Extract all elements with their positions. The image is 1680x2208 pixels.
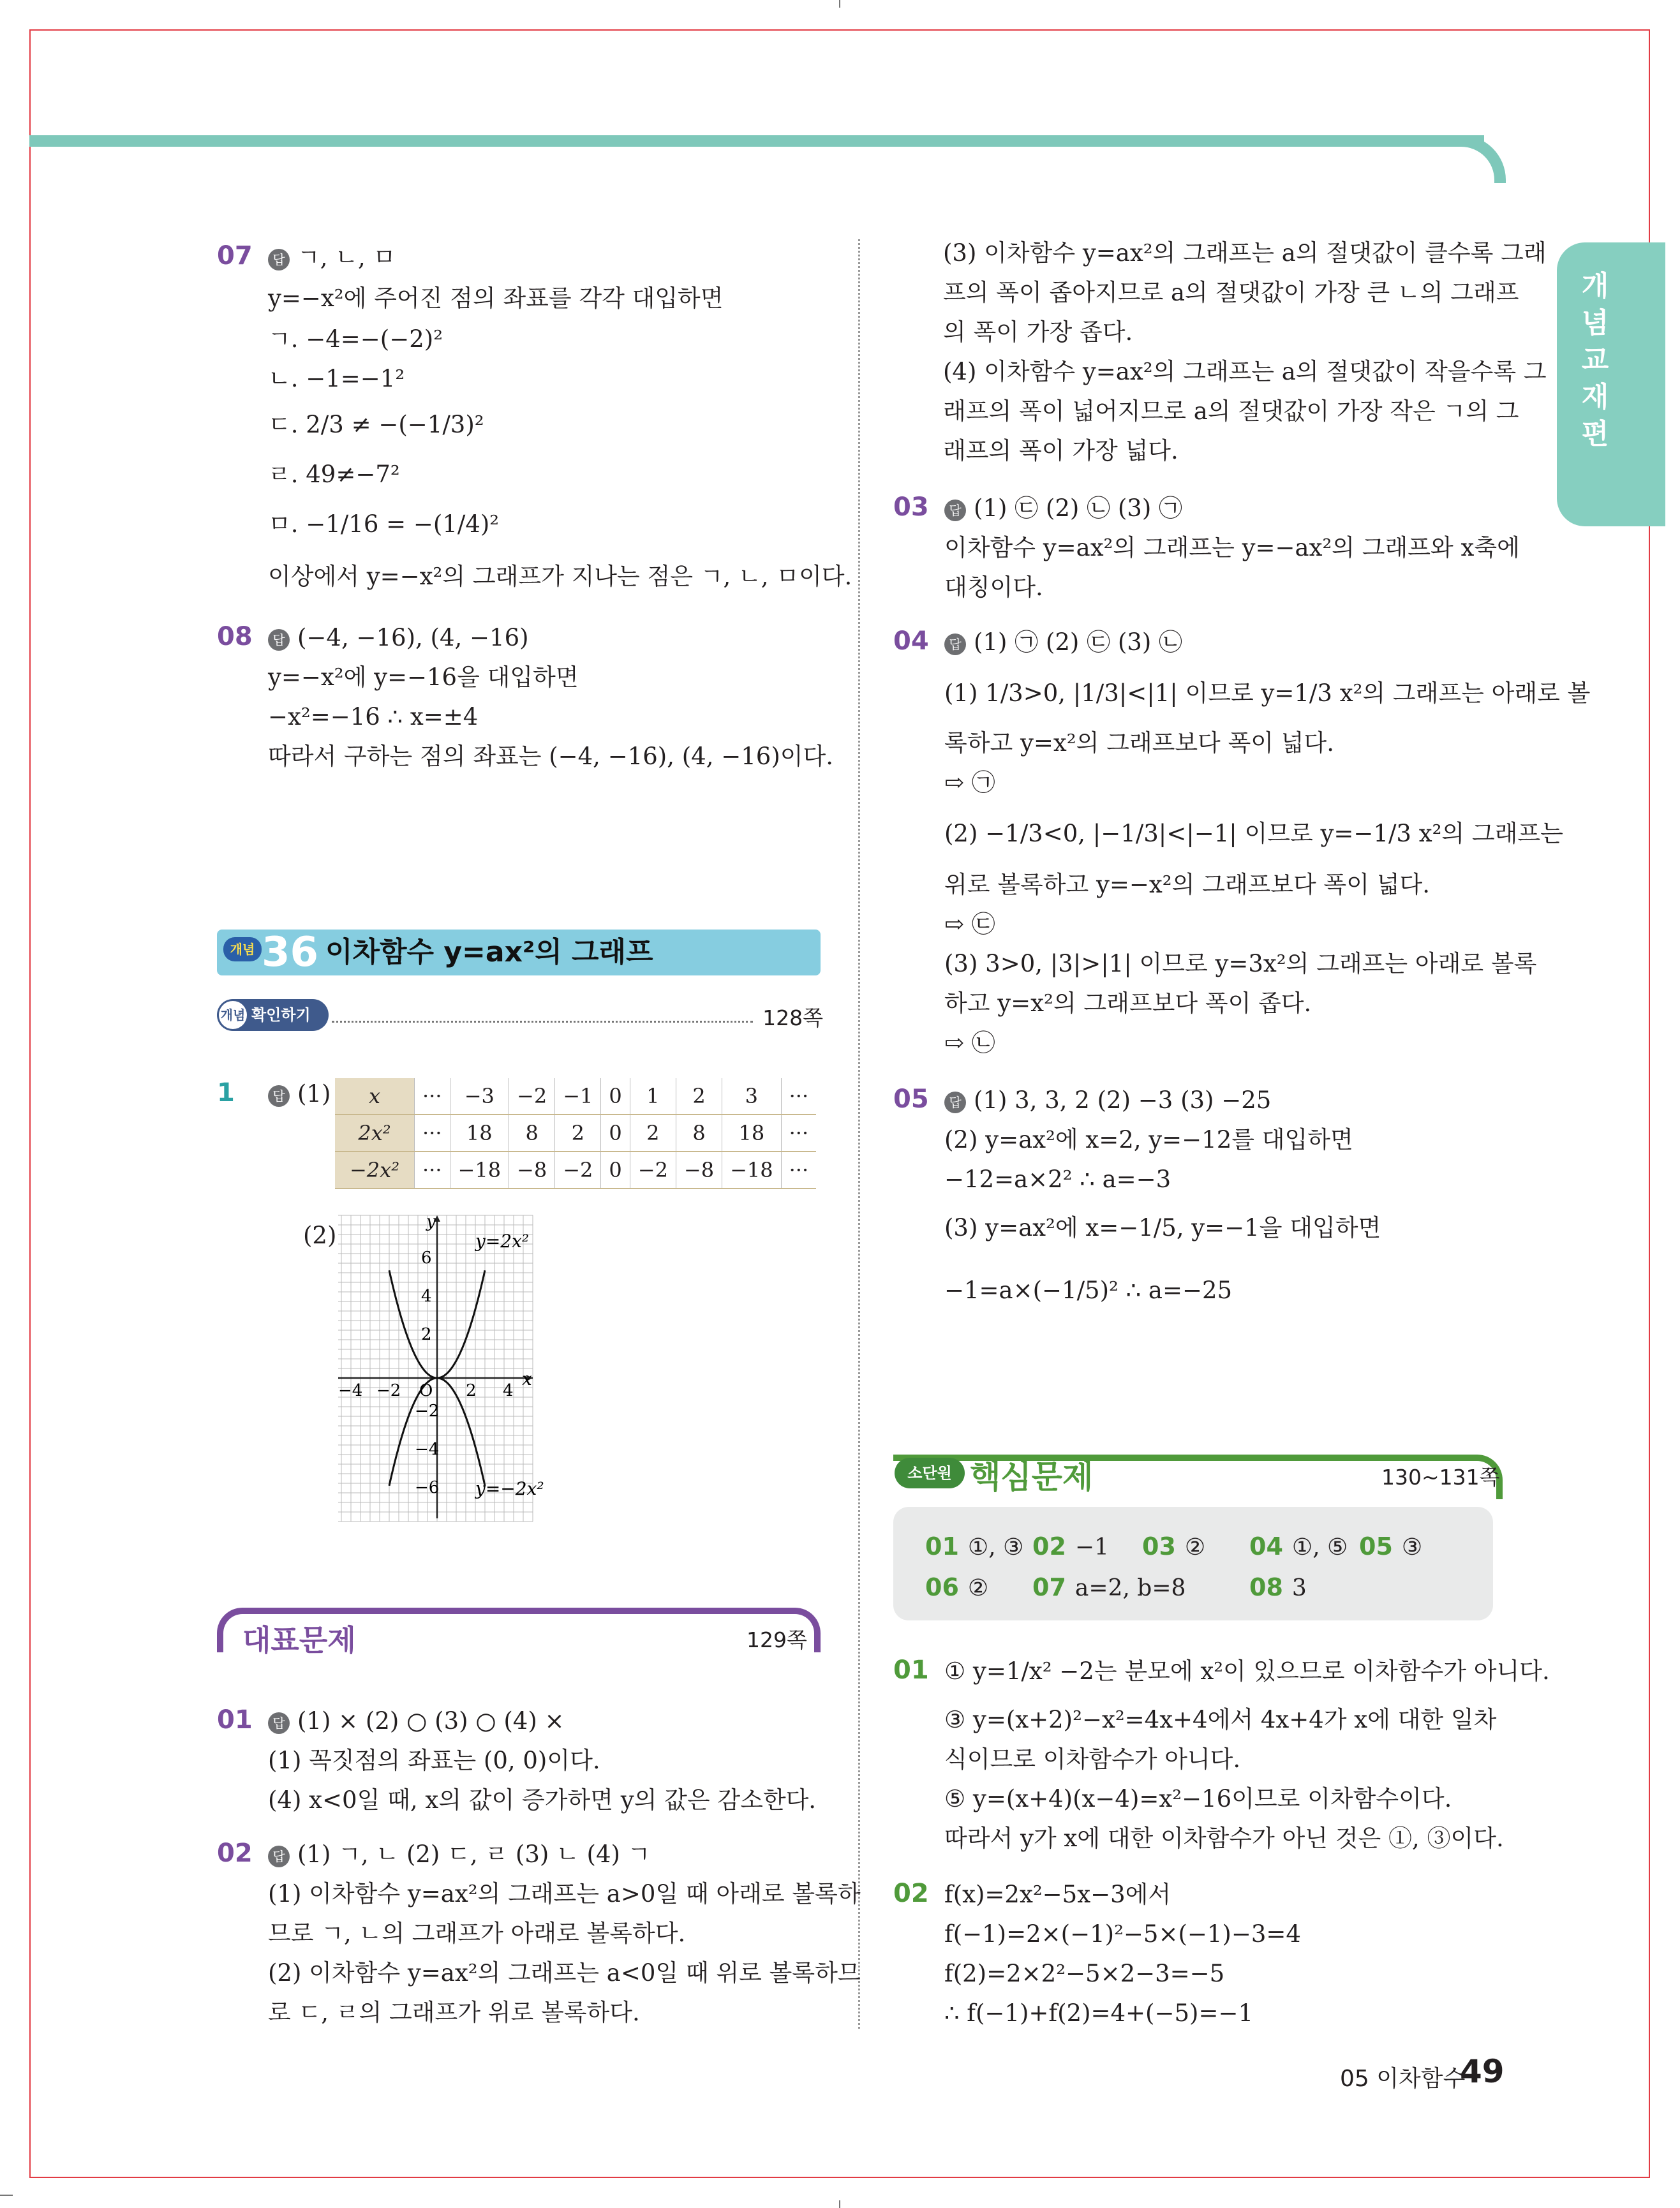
answer-text: (−4, −16), (4, −16) bbox=[297, 624, 529, 651]
table-cell: 8 bbox=[509, 1115, 555, 1152]
dotted-leader bbox=[332, 1021, 753, 1023]
trim-mark bbox=[839, 0, 840, 8]
solution-line: ⑤ y=(x+4)(x−4)=x²−16이므로 이차함수이다. bbox=[944, 1785, 1452, 1812]
solution-line: (2) 이차함수 y=ax²의 그래프는 a<0일 때 위로 볼록하므 bbox=[268, 1959, 861, 1987]
summary-answer-value: ①, ⑤ bbox=[1291, 1534, 1348, 1560]
table-cell: −2x² bbox=[335, 1152, 415, 1189]
table-cell: −1 bbox=[555, 1078, 601, 1115]
summary-answer-number: 01 bbox=[925, 1532, 959, 1560]
table-cell: ··· bbox=[415, 1152, 450, 1189]
table-cell: −18 bbox=[722, 1152, 782, 1189]
solution-line: 이차함수 y=ax²의 그래프는 y=−ax²의 그래프와 x축에 bbox=[944, 534, 1520, 561]
answer-line bbox=[944, 488, 1182, 528]
table-cell: 3 bbox=[722, 1078, 782, 1115]
concept-check-pill-label: 개념 bbox=[219, 1001, 247, 1029]
y-tick-label: −6 bbox=[415, 1478, 440, 1497]
page-reference: 128쪽 bbox=[762, 1005, 823, 1030]
answer-badge: 답 bbox=[268, 249, 290, 270]
solution-line: 이상에서 y=−x²의 그래프가 지나는 점은 ㄱ, ㄴ, ㅁ이다. bbox=[268, 563, 852, 590]
solution-line: ㅁ. −1/16 = −(1/4)² bbox=[268, 510, 500, 538]
problem-number: 08 bbox=[217, 622, 253, 651]
answer-text: ㄱ, ㄴ, ㅁ bbox=[297, 244, 396, 271]
solution-line: 래프의 폭이 넓어지므로 a의 절댓값이 가장 작은 ㄱ의 그 bbox=[943, 397, 1519, 425]
problem-number: 01 bbox=[893, 1656, 929, 1685]
summary-answer-value: a=2, b=8 bbox=[1074, 1575, 1186, 1601]
summary-answer bbox=[925, 1573, 988, 1601]
solution-line: ⇨ ㉢ bbox=[944, 910, 995, 938]
page-reference: 129쪽 bbox=[747, 1627, 807, 1652]
y-tick-label: 4 bbox=[421, 1287, 432, 1306]
answer-line bbox=[268, 1701, 565, 1741]
table-row bbox=[335, 1152, 816, 1189]
answer-line bbox=[268, 1834, 650, 1874]
table-cell: 0 bbox=[601, 1078, 630, 1115]
solution-line: f(x)=2x²−5x−3에서 bbox=[944, 1881, 1171, 1908]
table-cell: ··· bbox=[415, 1078, 450, 1115]
table-cell: −18 bbox=[450, 1152, 509, 1189]
footer-chapter: 05 이차함수 bbox=[1340, 2066, 1466, 2092]
y-tick-label: −2 bbox=[415, 1402, 440, 1421]
table-cell: 18 bbox=[722, 1115, 782, 1152]
page-number: 49 bbox=[1460, 2053, 1505, 2090]
x-tick-label: 2 bbox=[466, 1381, 477, 1400]
answer-line bbox=[268, 618, 529, 658]
daepyo-title: 대표문제 bbox=[242, 1623, 356, 1657]
graph-grid bbox=[338, 1215, 533, 1522]
problem-number: 03 bbox=[893, 493, 929, 522]
table-cell: 2 bbox=[555, 1115, 601, 1152]
x-tick-label: 4 bbox=[503, 1381, 514, 1400]
summary-answer bbox=[1142, 1532, 1205, 1560]
problem-number: 01 bbox=[217, 1705, 253, 1735]
solution-line: f(2)=2×2²−5×2−3=−5 bbox=[944, 1960, 1225, 1987]
problem-number: 02 bbox=[217, 1839, 253, 1868]
value-table bbox=[335, 1078, 816, 1189]
summary-answer-number: 05 bbox=[1359, 1532, 1393, 1560]
summary-answer bbox=[1032, 1573, 1186, 1601]
solution-line: (3) 이차함수 y=ax²의 그래프는 a의 절댓값이 클수록 그래 bbox=[943, 239, 1547, 267]
table-cell: −2 bbox=[630, 1152, 676, 1189]
solution-line: 대칭이다. bbox=[944, 574, 1043, 601]
sodan-title: 핵심문제 bbox=[970, 1458, 1094, 1495]
graph-label-bottom: y=−2x² bbox=[475, 1478, 544, 1499]
answer-line bbox=[944, 622, 1182, 662]
problem-number: 1 bbox=[217, 1078, 235, 1108]
answer-text: (1) × (2) ○ (3) ○ (4) × bbox=[297, 1707, 565, 1735]
concept-check-pill bbox=[217, 999, 329, 1031]
summary-answer bbox=[1249, 1573, 1307, 1601]
answer-text: (1) ㉢ (2) ㉡ (3) ㉠ bbox=[974, 494, 1183, 522]
solution-line: ⇨ ㉡ bbox=[944, 1029, 995, 1056]
x-tick-label: −2 bbox=[376, 1381, 401, 1400]
solution-line: ⇨ ㉠ bbox=[944, 769, 995, 796]
problem-number: 05 bbox=[893, 1085, 929, 1114]
answer-text: (1) 3, 3, 2 (2) −3 (3) −25 bbox=[974, 1086, 1272, 1114]
x-tick-label: −4 bbox=[338, 1381, 363, 1400]
solution-line: ㄱ. −4=−(−2)² bbox=[268, 325, 443, 353]
solution-line: 므로 ㄱ, ㄴ의 그래프가 아래로 볼록하다. bbox=[268, 1920, 686, 1947]
table-cell: x bbox=[335, 1078, 415, 1115]
x-axis-label: x bbox=[522, 1368, 532, 1389]
table-cell: ··· bbox=[781, 1115, 816, 1152]
solution-line: (3) 3>0, |3|>|1| 이므로 y=3x²의 그래프는 아래로 볼록 bbox=[944, 950, 1537, 977]
column-divider bbox=[858, 239, 860, 2029]
summary-answer bbox=[1359, 1532, 1422, 1560]
solution-line: ① y=1/x² −2는 분모에 x²이 있으므로 이차함수가 아니다. bbox=[944, 1657, 1550, 1685]
solution-line: f(−1)=2×(−1)²−5×(−1)−3=4 bbox=[944, 1920, 1301, 1948]
y-axis-label: y bbox=[426, 1212, 436, 1231]
solution-line: 하고 y=x²의 그래프보다 폭이 좁다. bbox=[944, 989, 1312, 1017]
trim-mark bbox=[839, 2200, 840, 2208]
table-cell: 0 bbox=[601, 1115, 630, 1152]
sodan-badge: 소단원 bbox=[895, 1458, 965, 1488]
solution-line: ㄴ. −1=−1² bbox=[268, 365, 405, 392]
table-cell: 8 bbox=[676, 1115, 722, 1152]
table-row bbox=[335, 1078, 816, 1115]
answer-text: (1) ㉠ (2) ㉢ (3) ㉡ bbox=[974, 628, 1183, 656]
solution-line: 래프의 폭이 가장 넓다. bbox=[943, 437, 1178, 464]
trim-mark bbox=[0, 2195, 13, 2196]
solution-line: 로 ㄷ, ㄹ의 그래프가 위로 볼록하다. bbox=[268, 1999, 640, 2026]
solution-line: y=−x²에 y=−16을 대입하면 bbox=[268, 663, 579, 691]
solution-line: 프의 폭이 좁아지므로 a의 절댓값이 가장 큰 ㄴ의 그래프 bbox=[943, 279, 1519, 306]
solution-line: (2) y=ax²에 x=2, y=−12를 대입하면 bbox=[944, 1126, 1353, 1153]
table-cell: −3 bbox=[450, 1078, 509, 1115]
solution-line: 따라서 y가 x에 대한 이차함수가 아닌 것은 ①, ③이다. bbox=[944, 1825, 1504, 1852]
solution-line: 따라서 구하는 점의 좌표는 (−4, −16), (4, −16)이다. bbox=[268, 743, 834, 770]
side-tab-label: 개 념 교 재 편 bbox=[1581, 270, 1609, 450]
answer-badge: 답 bbox=[268, 1712, 290, 1734]
table-cell: 2 bbox=[630, 1115, 676, 1152]
table-cell: ··· bbox=[415, 1115, 450, 1152]
solution-line: 위로 볼록하고 y=−x²의 그래프보다 폭이 넓다. bbox=[944, 871, 1431, 898]
solution-line: (2) −1/3<0, |−1/3|<|−1| 이므로 y=−1/3 x²의 그래프는 bbox=[944, 820, 1563, 847]
table-cell: ··· bbox=[781, 1078, 816, 1115]
table-cell: −8 bbox=[509, 1152, 555, 1189]
section-title: 이차함수 y=ax²의 그래프 bbox=[325, 936, 653, 968]
answer-summary-box bbox=[893, 1507, 1493, 1620]
solution-line: (1) 1/3>0, |1/3|<|1| 이므로 y=1/3 x²의 그래프는 아래로 볼 bbox=[944, 679, 1591, 707]
solution-line: 록하고 y=x²의 그래프보다 폭이 넓다. bbox=[944, 729, 1335, 757]
solution-line: −1=a×(−1/5)² ∴ a=−25 bbox=[944, 1277, 1233, 1304]
part-label: (1) bbox=[297, 1080, 331, 1108]
summary-answer-number: 06 bbox=[925, 1573, 959, 1601]
solution-line: −12=a×2² ∴ a=−3 bbox=[944, 1166, 1171, 1193]
answer-badge: 답 bbox=[944, 1092, 966, 1113]
table-cell: 2x² bbox=[335, 1115, 415, 1152]
y-tick-label: −4 bbox=[415, 1440, 440, 1459]
answer-badge: 답 bbox=[268, 1085, 290, 1107]
answer-line bbox=[268, 1074, 331, 1114]
answer-badge: 답 bbox=[268, 629, 290, 651]
solution-line: 식이므로 이차함수가 아니다. bbox=[944, 1745, 1241, 1773]
summary-answer bbox=[1249, 1532, 1348, 1560]
table-cell: ··· bbox=[781, 1152, 816, 1189]
table-cell: −8 bbox=[676, 1152, 722, 1189]
answer-line bbox=[944, 1080, 1271, 1120]
y-tick-label: 6 bbox=[421, 1248, 432, 1268]
solution-line: −x²=−16 ∴ x=±4 bbox=[268, 703, 479, 730]
solution-line: y=−x²에 주어진 점의 좌표를 각각 대입하면 bbox=[268, 285, 724, 312]
origin-label: O bbox=[419, 1381, 433, 1400]
page-reference: 130~131쪽 bbox=[1381, 1465, 1500, 1490]
solution-line: (4) 이차함수 y=ax²의 그래프는 a의 절댓값이 작을수록 그 bbox=[943, 358, 1547, 385]
table-cell: 0 bbox=[601, 1152, 630, 1189]
section-header bbox=[217, 930, 821, 975]
solution-line: 의 폭이 가장 좁다. bbox=[943, 318, 1133, 346]
table-cell: 2 bbox=[676, 1078, 722, 1115]
header-bar bbox=[29, 135, 1484, 147]
side-tab bbox=[1557, 242, 1665, 526]
answer-badge: 답 bbox=[268, 1846, 290, 1867]
summary-answer-number: 08 bbox=[1249, 1573, 1283, 1601]
problem-number: 04 bbox=[893, 626, 929, 656]
solution-line: (3) y=ax²에 x=−1/5, y=−1을 대입하면 bbox=[944, 1214, 1381, 1241]
table-cell: −2 bbox=[509, 1078, 555, 1115]
problem-number: 07 bbox=[217, 241, 253, 270]
summary-answer-value: ② bbox=[1184, 1534, 1206, 1560]
part-label: (2) bbox=[303, 1222, 337, 1249]
table-row bbox=[335, 1115, 816, 1152]
section-number: 36 bbox=[262, 929, 319, 976]
summary-answer-number: 02 bbox=[1032, 1532, 1066, 1560]
graph-label-top: y=2x² bbox=[475, 1231, 530, 1252]
problem-number: 02 bbox=[893, 1879, 929, 1908]
summary-answer-number: 07 bbox=[1032, 1573, 1066, 1601]
summary-answer bbox=[1032, 1532, 1109, 1560]
summary-answer-number: 04 bbox=[1249, 1532, 1283, 1560]
table-cell: −2 bbox=[555, 1152, 601, 1189]
summary-answer-value: ①, ③ bbox=[967, 1534, 1024, 1560]
solution-line: ③ y=(x+2)²−x²=4x+4에서 4x+4가 x에 대한 일차 bbox=[944, 1706, 1497, 1733]
y-tick-label: 2 bbox=[421, 1325, 432, 1344]
concept-check-header bbox=[217, 999, 823, 1031]
section-badge: 개념 bbox=[223, 937, 262, 961]
solution-line: (1) 이차함수 y=ax²의 그래프는 a>0일 때 아래로 볼록하 bbox=[268, 1880, 861, 1908]
solution-line: (4) x<0일 때, x의 값이 증가하면 y의 값은 감소한다. bbox=[268, 1786, 817, 1814]
summary-answer-value: ③ bbox=[1401, 1534, 1423, 1560]
answer-badge: 답 bbox=[944, 500, 966, 521]
solution-line: ㄷ. 2/3 ≠ −(−1/3)² bbox=[268, 411, 484, 438]
summary-answer-value: ② bbox=[967, 1575, 989, 1601]
answer-text: (1) ㄱ, ㄴ (2) ㄷ, ㄹ (3) ㄴ (4) ㄱ bbox=[297, 1841, 651, 1868]
answer-badge: 답 bbox=[944, 634, 966, 655]
parabola-graph bbox=[338, 1212, 544, 1522]
table-cell: 18 bbox=[450, 1115, 509, 1152]
concept-check-pill-text: 확인하기 bbox=[251, 1006, 311, 1024]
summary-answer-value: −1 bbox=[1074, 1534, 1109, 1560]
summary-answer bbox=[925, 1532, 1023, 1560]
solution-line: ∴ f(−1)+f(2)=4+(−5)=−1 bbox=[944, 1999, 1254, 2027]
solution-line: ㄹ. 49≠−7² bbox=[268, 461, 400, 488]
answer-line bbox=[268, 237, 396, 278]
solution-line: (1) 꼭짓점의 좌표는 (0, 0)이다. bbox=[268, 1747, 600, 1774]
summary-answer-number: 03 bbox=[1142, 1532, 1176, 1560]
summary-answer-value: 3 bbox=[1291, 1575, 1307, 1601]
table-cell: 1 bbox=[630, 1078, 676, 1115]
